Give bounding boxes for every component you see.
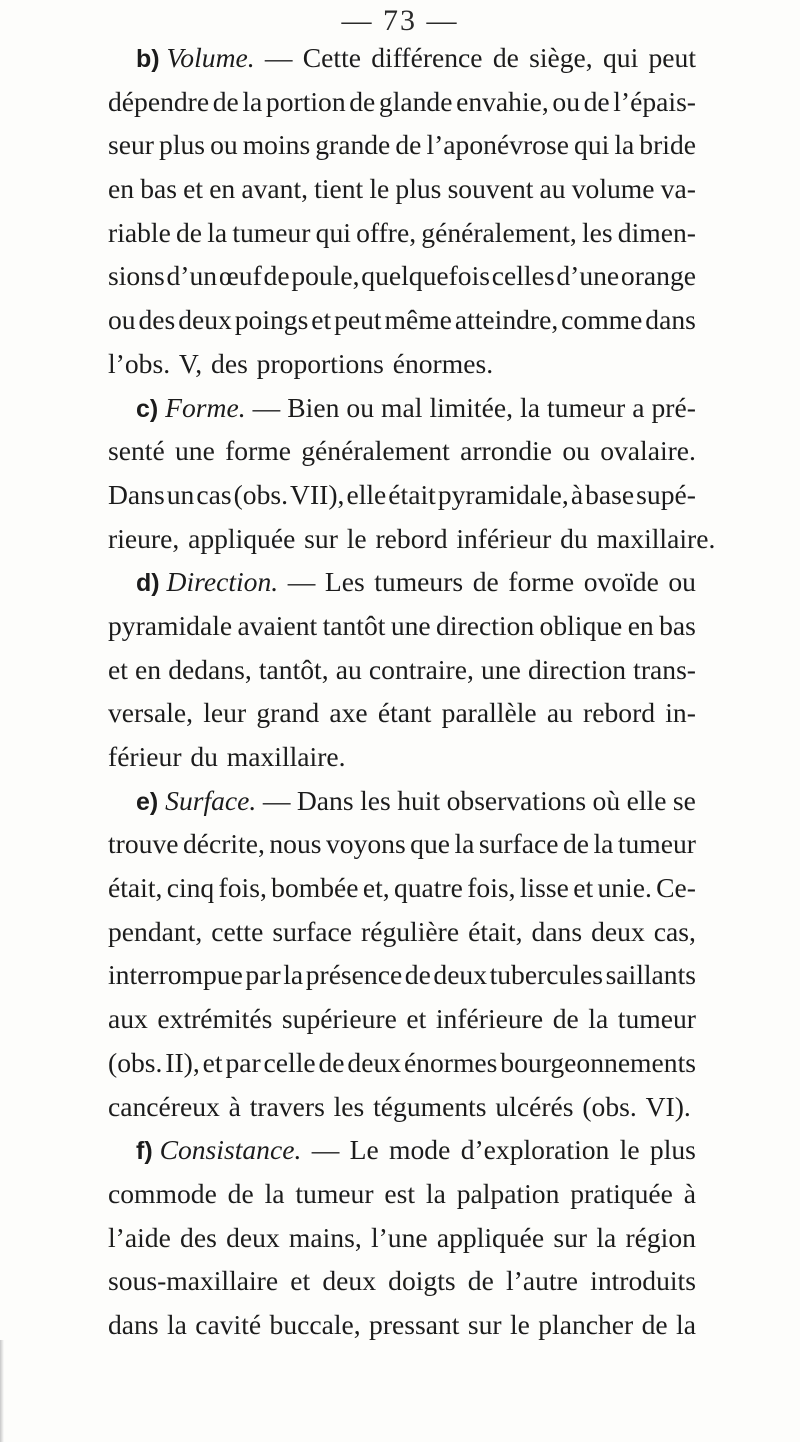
- text-line: commode de la tumeur est la palpation pratiquée à: [108, 1177, 696, 1209]
- page-number: — 73 —: [341, 4, 459, 37]
- text-line: sous-maxillaire et deux doigts de l’autre introduits: [108, 1265, 696, 1297]
- text-line: l’obs. V, des proportions énormes.: [108, 347, 494, 379]
- text-line: dépendre de la portion de glande envahie, ou de l’épais-: [108, 85, 696, 117]
- text-line: rieure, appliquée sur le rebord inférieur du maxillaire.: [108, 522, 716, 554]
- text-line: sions d’un œuf de poule, quelquefois celles d’une orange: [108, 260, 696, 292]
- text-line: Dans un cas (obs. VII), elle était pyramidale, à base supé-: [108, 478, 696, 510]
- paragraph-marker: c): [136, 394, 159, 423]
- text-line: f) Consistance. — Le mode d’exploration le plus: [136, 1134, 696, 1166]
- text-line: pendant, cette surface régulière était, dans deux cas,: [108, 915, 696, 947]
- text-line: versale, leur grand axe étant parallèle au rebord in-: [108, 697, 696, 729]
- text-line: interrompue par la présence de deux tubercules saillants: [108, 959, 696, 991]
- body-text: [108, 36, 716, 1347]
- text-line: en bas et en avant, tient le plus souvent au volume va-: [108, 173, 696, 205]
- text-line: b) Volume. — Cette différence de siège, qui peut: [136, 42, 696, 73]
- text-line: cancéreux à travers les téguments ulcérés (obs. VI).: [108, 1090, 691, 1122]
- text-line: riable de la tumeur qui offre, généralement, les dimen-: [108, 216, 696, 248]
- paragraph-heading: Surface.: [165, 784, 257, 816]
- text-line: d) Direction. — Les tumeurs de forme ovoïde ou: [136, 566, 696, 598]
- text-line: ou des deux poings et peut même atteindre, comme dans: [108, 304, 696, 336]
- paragraph-heading: Volume.: [166, 42, 255, 73]
- text-line: seur plus ou moins grande de l’aponévrose qui la bride: [108, 129, 696, 161]
- text-line: pyramidale avaient tantôt une direction oblique en bas: [108, 609, 696, 641]
- text-line: trouve décrite, nous voyons que la surface de la tumeur: [108, 828, 696, 860]
- text-line: dans la cavité buccale, pressant sur le plancher de la: [108, 1308, 696, 1340]
- text-line: senté une forme généralement arrondie ou ovalaire.: [108, 435, 696, 467]
- paragraph-heading: Consistance.: [159, 1134, 302, 1166]
- paragraph-heading: Forme.: [165, 391, 246, 423]
- paragraph-marker: e): [136, 787, 159, 816]
- paragraph-marker: d): [136, 569, 160, 598]
- scan-edge-shadow: [0, 1340, 4, 1442]
- text-line: c) Forme. — Bien ou mal limitée, la tumeur a pré-: [136, 391, 696, 423]
- text-line: l’aide des deux mains, l’une appliquée sur la région: [108, 1221, 696, 1253]
- text-line: était, cinq fois, bombée et, quatre fois, lisse et unie. Ce-: [108, 872, 696, 904]
- text-line: e) Surface. — Dans les huit observations où elle se: [136, 784, 696, 816]
- paragraph-heading: Direction.: [166, 566, 279, 598]
- paragraph-marker: b): [136, 45, 160, 73]
- text-line: aux extrémités supérieure et inférieure de la tumeur: [108, 1003, 696, 1035]
- text-line: férieur du maxillaire.: [108, 741, 346, 772]
- text-line: et en dedans, tantôt, au contraire, une direction trans-: [108, 653, 696, 685]
- paragraph-marker: f): [136, 1137, 153, 1166]
- text-line: (obs. II), et par celle de deux énormes bourgeonnements: [108, 1046, 696, 1078]
